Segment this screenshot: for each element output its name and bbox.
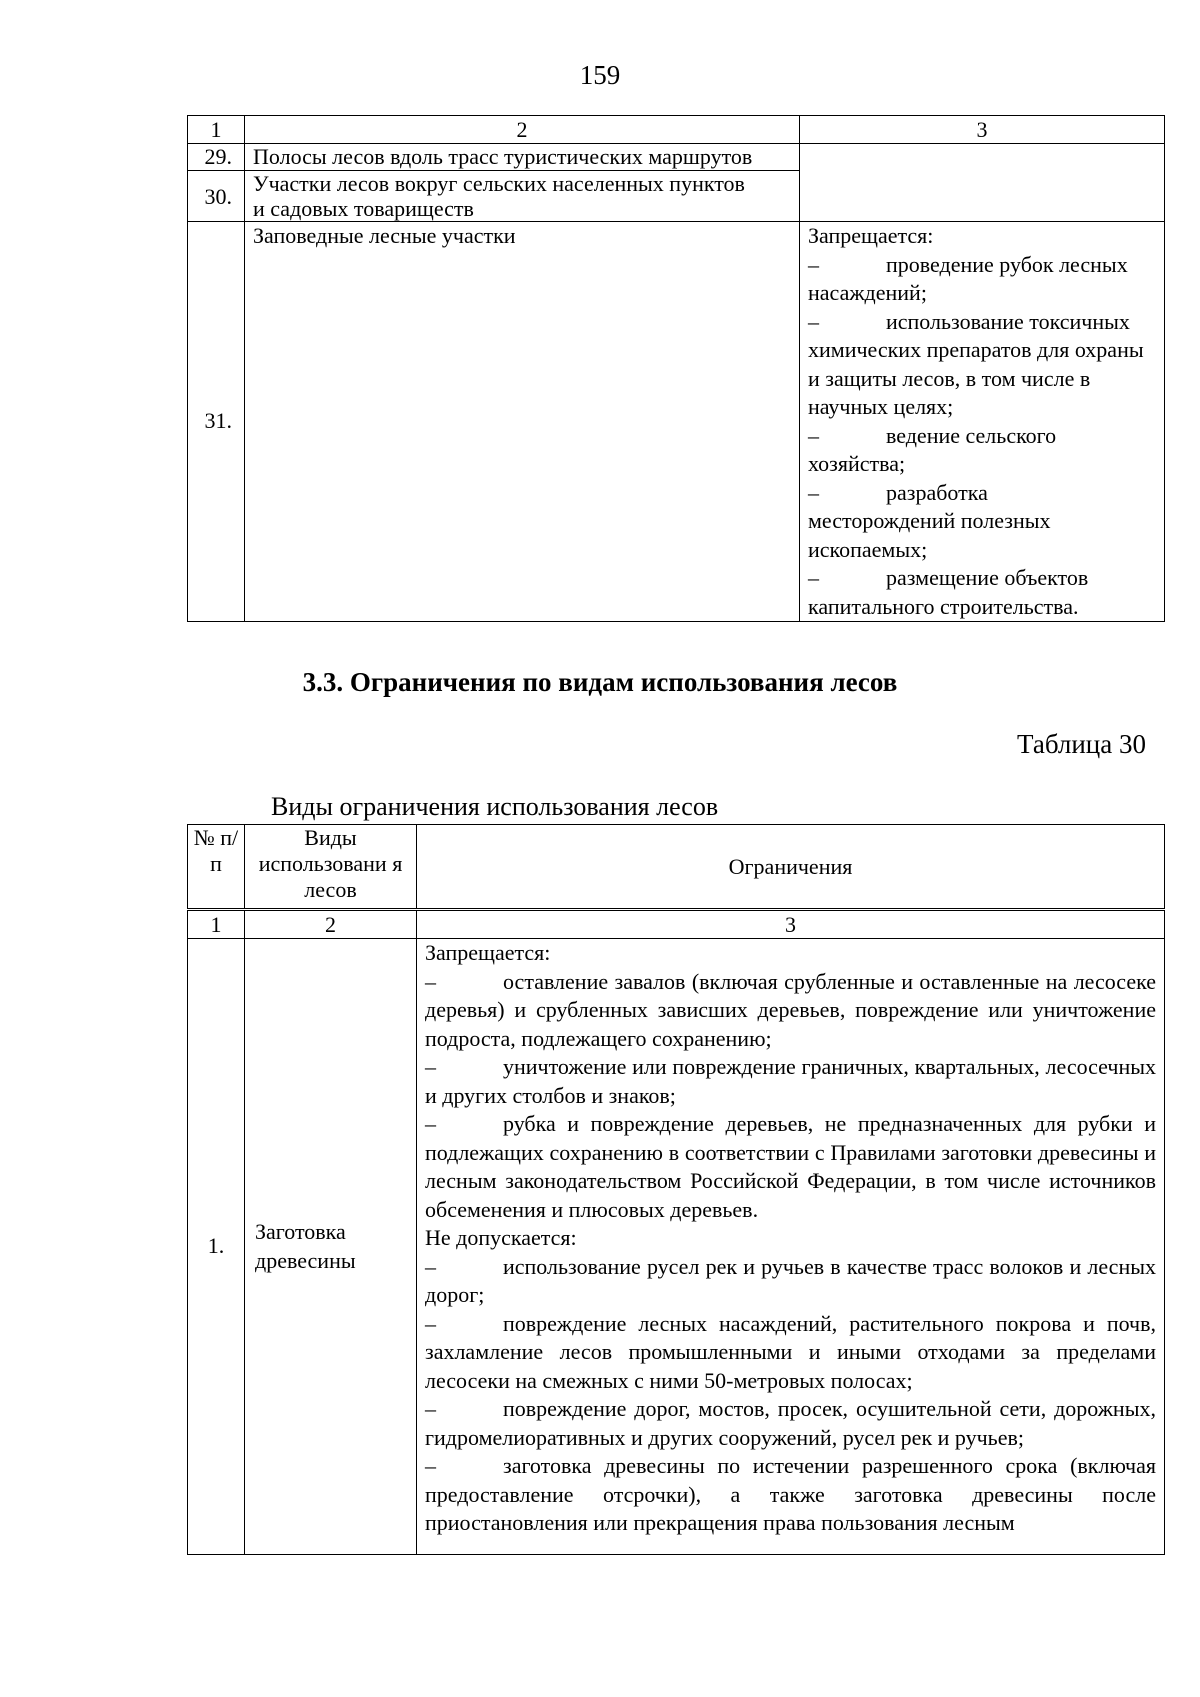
row-name-line: и садовых товариществ <box>253 196 474 221</box>
forest-categories-table <box>187 115 1165 622</box>
dash-marker: – <box>808 565 819 590</box>
restriction-item-text: уничтожение или повреждение граничных, квартальных, лесосечных и других столбов и знаков; <box>425 1054 1156 1108</box>
column-index-row <box>188 910 1165 939</box>
restriction-item-text: разработка <box>886 479 988 505</box>
col-index-2: 2 <box>245 910 417 939</box>
header-restrictions: Ограничения <box>417 825 1165 910</box>
header-num: № п/п <box>188 825 245 910</box>
restriction-item <box>425 1310 1156 1396</box>
restriction-item-continuation: насаждений; <box>808 280 927 305</box>
restriction-item <box>425 968 1156 1054</box>
restriction-item <box>808 422 1156 479</box>
dash-marker: – <box>808 479 819 505</box>
dash-marker: – <box>808 251 819 277</box>
row-number: 1. <box>188 939 245 1555</box>
col-index-1: 1 <box>188 116 245 144</box>
restriction-item <box>425 1053 1156 1110</box>
restriction-item-text: проведение рубок лесных <box>886 251 1128 277</box>
row-name: Заповедные лесные участки <box>245 222 800 622</box>
dash-marker: – <box>425 1310 436 1336</box>
restriction-item-text: использование токсичных <box>886 308 1130 334</box>
table-row <box>188 144 1165 171</box>
restriction-item <box>808 308 1156 422</box>
col-index-3: 3 <box>417 910 1165 939</box>
restriction-item <box>808 479 1156 565</box>
restriction-item <box>425 1395 1156 1452</box>
col-index-3: 3 <box>800 116 1165 144</box>
section-heading: 3.3. Ограничения по видам использования лесов <box>302 667 898 697</box>
restriction-item-text: размещение объектов <box>886 565 1089 590</box>
restriction-item-first-line <box>808 251 1156 280</box>
table-caption: Виды ограничения использования лесов <box>271 792 719 821</box>
row-number: 31. <box>188 222 245 622</box>
header-kind: Виды использовани я лесов <box>245 825 417 910</box>
restriction-item-text: рубка и повреждение деревьев, не предназначенных для рубки и подлежащих сохранению в соответствии с Правилами заготовки древесины и лесным законодательством Российской Федерации, в том числе источников обсеменения и плюсовых деревьев. <box>425 1111 1156 1222</box>
restriction-item-text: повреждение дорог, мостов, просек, осушительной сети, дорожных, гидромелиоративных и других сооружений, русел рек и ручьев; <box>425 1396 1156 1450</box>
row-name-line: Участки лесов вокруг сельских населенных пунктов <box>253 171 745 196</box>
row-restrictions <box>417 939 1165 1555</box>
row-number: 30. <box>188 171 245 222</box>
restriction-item-first-line <box>808 308 1156 337</box>
dash-marker: – <box>425 968 436 994</box>
restriction-item-first-line <box>808 564 1156 593</box>
restriction-intro: Не допускается: <box>425 1225 577 1250</box>
dash-marker: – <box>808 422 819 448</box>
restriction-item-text: заготовка древесины по истечении разрешенного срока (включая предоставление отсрочки), а также заготовка древесины после приостановления или прекращения права пользования лесным <box>425 1453 1156 1535</box>
dash-marker: – <box>425 1253 436 1279</box>
dash-marker: – <box>425 1453 436 1478</box>
table-number: Таблица 30 <box>1017 729 1146 759</box>
restriction-item-text: использование русел рек и ручьев в качестве трасс волоков и лесных дорог; <box>425 1253 1156 1307</box>
row-name: Полосы лесов вдоль трасс туристических маршрутов <box>245 144 800 171</box>
header-row <box>188 825 1165 910</box>
restriction-item-first-line <box>808 422 1156 451</box>
row-number: 29. <box>188 144 245 171</box>
row-name <box>245 171 800 222</box>
col-index-1: 1 <box>188 910 245 939</box>
row-restrictions <box>800 222 1165 622</box>
dash-marker: – <box>425 1396 436 1421</box>
restriction-item <box>808 564 1156 621</box>
restriction-item-first-line <box>808 479 1156 508</box>
restriction-item-text: ведение сельского <box>886 422 1057 448</box>
dash-marker: – <box>425 1054 436 1079</box>
restriction-item <box>425 1253 1156 1310</box>
dash-marker: – <box>808 308 819 334</box>
usage-restrictions-table <box>187 824 1165 1555</box>
restriction-item-continuation: капитального строительства. <box>808 593 1079 619</box>
dash-marker: – <box>425 1111 436 1136</box>
table-row <box>188 222 1165 622</box>
restriction-item-text: оставление завалов (включая срубленные и оставленные на лесосеке деревья) и срубленных зависших деревьев, повреждение или уничтожение подроста, подлежащего сохранению; <box>425 968 1156 1051</box>
table-row <box>188 939 1165 1555</box>
restriction-item-continuation: хозяйства; <box>808 451 906 476</box>
col-index-2: 2 <box>245 116 800 144</box>
column-index-row <box>188 116 1165 144</box>
restriction-item <box>425 1452 1156 1538</box>
restriction-item <box>425 1110 1156 1224</box>
restriction-intro: Запрещается: <box>808 223 934 248</box>
row-kind: Заготовка древесины <box>245 939 417 1555</box>
restriction-item-continuation: месторождений полезных ископаемых; <box>808 508 1051 562</box>
restriction-item-text: повреждение лесных насаждений, растительного покрова и почв, захламление лесов промышленными и иными отходами за пределами лесосеки на смежных с ними 50-метровых полосах; <box>425 1310 1156 1393</box>
page-number: 159 <box>579 60 621 90</box>
restriction-item-continuation: химических препаратов для охраны и защиты лесов, в том числе в научных целях; <box>808 337 1144 419</box>
row-restrictions-empty <box>800 144 1165 222</box>
restriction-item <box>808 251 1156 308</box>
restriction-intro: Запрещается: <box>425 940 551 965</box>
